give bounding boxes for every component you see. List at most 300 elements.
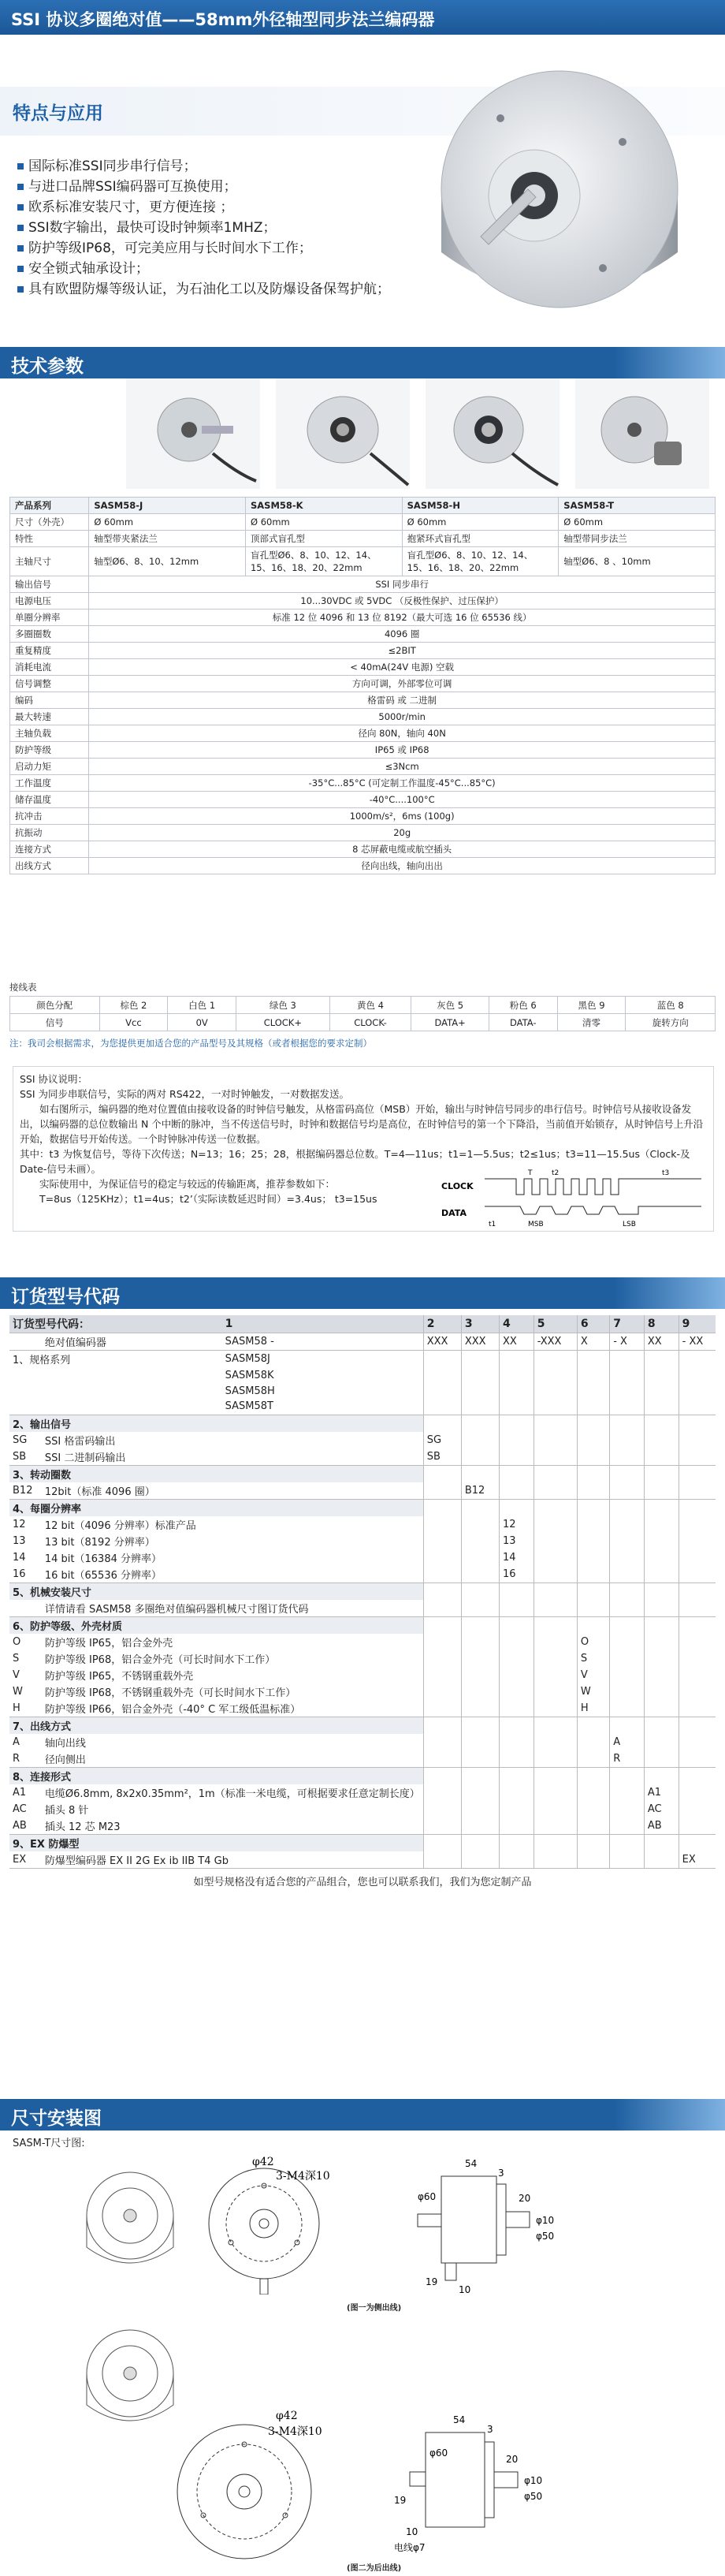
- wire-color: 绿色 3: [236, 997, 330, 1014]
- order-empty: [577, 1432, 609, 1448]
- order-value: EX: [679, 1851, 716, 1869]
- wire-signal: CLOCK-: [329, 1014, 411, 1031]
- order-empty: [534, 1834, 577, 1851]
- order-empty: [577, 1533, 609, 1549]
- order-value: A: [610, 1734, 645, 1750]
- order-empty: [610, 1415, 645, 1432]
- order-row: [9, 1549, 716, 1566]
- order-empty: [461, 1700, 499, 1717]
- order-empty: [534, 1784, 577, 1801]
- spec-row: [10, 531, 716, 547]
- dim1-phi60: φ60: [418, 2191, 437, 2202]
- order-empty: [461, 1717, 499, 1734]
- order-empty: [534, 1432, 577, 1448]
- spec-value: SASM58-J: [89, 498, 246, 514]
- order-empty: [610, 1465, 645, 1482]
- order-empty: [679, 1351, 716, 1368]
- order-empty: [577, 1465, 609, 1482]
- order-empty: [534, 1700, 577, 1717]
- order-empty: [423, 1566, 461, 1583]
- wiring-note: 注：我司会根据需求，为您提供更加适合您的产品型号及其规格（或者根据您的要求定制）: [9, 1038, 372, 1049]
- order-row: [9, 1767, 716, 1784]
- order-group-label: 4、每圈分辨率: [9, 1499, 423, 1516]
- order-item-code: 16: [13, 1568, 26, 1580]
- order-empty: [499, 1600, 534, 1617]
- order-empty: [610, 1817, 645, 1835]
- order-empty: [423, 1717, 461, 1734]
- order-row: [9, 1432, 716, 1448]
- order-group-label: 9、EX 防爆型: [9, 1834, 423, 1851]
- order-empty: [577, 1767, 609, 1784]
- product-image-h: [426, 378, 560, 489]
- order-item-desc: SASM58H: [225, 1385, 275, 1397]
- order-empty: [610, 1851, 645, 1869]
- order-empty: [534, 1399, 577, 1415]
- order-value: A1: [644, 1784, 679, 1801]
- order-empty: [534, 1851, 577, 1869]
- spec-row: [10, 775, 716, 792]
- order-empty: [534, 1448, 577, 1466]
- order-col-9: 9: [679, 1315, 716, 1333]
- spec-row: [10, 792, 716, 808]
- spec-value: 径向 80N，轴向 40N: [89, 725, 716, 742]
- order-empty: [679, 1482, 716, 1500]
- order-empty: [461, 1367, 499, 1383]
- encoder-hero-image: [410, 55, 709, 339]
- spec-row: [10, 742, 716, 759]
- order-empty: [534, 1767, 577, 1784]
- order-empty: [9, 1383, 42, 1399]
- order-item-code: SB: [13, 1450, 27, 1463]
- dim1-caption: (图一为侧出线): [347, 2304, 402, 2313]
- order-empty: [644, 1600, 679, 1617]
- clock-label: CLOCK: [441, 1181, 474, 1191]
- order-empty: [679, 1767, 716, 1784]
- spec-value: Ø 60mm: [559, 514, 716, 531]
- order-empty: [461, 1600, 499, 1617]
- dim2-len19: 19: [394, 2495, 407, 2506]
- dim-front-view-1: [197, 2153, 339, 2295]
- order-item-desc: SSI 格雷码输出: [44, 1435, 116, 1448]
- order-row: [9, 1399, 716, 1415]
- order-item-desc: 12bit（标准 4096 圈）: [44, 1486, 155, 1498]
- order-code-model: SASM58 -: [222, 1333, 424, 1351]
- order-item-desc: SASM58K: [225, 1369, 274, 1381]
- spec-value: 方向可调，外部零位可调: [89, 676, 716, 692]
- order-empty: [461, 1351, 499, 1368]
- wire-signal: 信号: [10, 1014, 100, 1031]
- spec-value: IP65 或 IP68: [89, 742, 716, 759]
- order-empty: [644, 1351, 679, 1368]
- order-item-code: 14: [13, 1551, 26, 1564]
- spec-value: -35°C...85°C (可定制工作温度-45°C...85°C): [89, 775, 716, 792]
- order-empty: [534, 1566, 577, 1583]
- order-empty: [610, 1683, 645, 1700]
- dim1-len10: 10: [459, 2284, 471, 2295]
- order-empty: [42, 1383, 222, 1399]
- order-row: [9, 1734, 716, 1750]
- wire-signal: 清零: [557, 1014, 626, 1031]
- order-row: [9, 1482, 716, 1500]
- order-item-desc: 插头 12 芯 M23: [44, 1821, 121, 1833]
- order-row: [9, 1333, 716, 1351]
- order-item-desc: 防爆型编码器 EX II 2G Ex ib IIB T4 Gb: [44, 1855, 229, 1867]
- order-empty: [610, 1351, 645, 1368]
- order-item-desc: SASM58J: [222, 1351, 424, 1368]
- order-empty: [499, 1399, 534, 1415]
- spec-value: 20g: [89, 825, 716, 841]
- order-empty: [610, 1616, 645, 1634]
- order-item-desc: SASM58T: [225, 1400, 273, 1413]
- order-empty: [644, 1650, 679, 1667]
- spec-label: 防护等级: [10, 742, 89, 759]
- order-empty: [679, 1399, 716, 1415]
- order-item-desc: 防护等级 IP65，铝合金外壳: [44, 1637, 173, 1650]
- spec-table: [9, 497, 716, 874]
- order-empty: [499, 1448, 534, 1466]
- t-label-t1: t1: [489, 1221, 496, 1228]
- order-empty: [577, 1566, 609, 1583]
- spec-value: 轴型Ø6、8、10、12mm: [89, 547, 246, 576]
- order-item-desc: 防护等级 IP65，不锈钢重载外壳: [44, 1670, 194, 1683]
- order-empty: [423, 1634, 461, 1650]
- spec-value: Ø 60mm: [402, 514, 559, 531]
- spec-label: 连接方式: [10, 841, 89, 858]
- order-item-code: R: [13, 1752, 20, 1765]
- order-empty: [679, 1616, 716, 1634]
- order-row: [9, 1834, 716, 1851]
- spec-label: 消耗电流: [10, 659, 89, 676]
- order-empty: [679, 1367, 716, 1383]
- order-code-val: X: [577, 1333, 609, 1351]
- spec-label: 信号调整: [10, 676, 89, 692]
- spec-value: 顶部式盲孔型: [245, 531, 402, 547]
- order-item-desc: 电缆Ø6.8mm, 8x2x0.35mm²，1m（标准一米电缆，可根据要求任意定制长度）: [44, 1788, 420, 1800]
- order-col-4: 4: [499, 1315, 534, 1333]
- order-group-label: 1、规格系列: [9, 1351, 222, 1368]
- order-empty: [499, 1801, 534, 1817]
- order-value: O: [577, 1634, 609, 1650]
- spec-row: [10, 659, 716, 676]
- wire-signal: 旋转方向: [626, 1014, 716, 1031]
- product-image-t: [575, 378, 709, 489]
- ssi-p2: 如右图所示，编码器的绝对位置值由接收设备的时钟信号触发，从格雷码高位（MSB）开始，输出与时钟信号同步的串行信号。时钟信号从接收设备发出，以编码器的总位数输出 N 个中断的脉冲，当不传送信号时，时钟和数据信号均是高位，在时钟信号的第一个下降沿，当前值开始锁存，从时钟信号上升沿开始，数据信号开始传送。一个时钟脉冲传送一位数据。: [20, 1103, 704, 1145]
- order-empty: [461, 1516, 499, 1533]
- t-label-t3: t3: [662, 1169, 670, 1177]
- spec-value: 轴型带同步法兰: [559, 531, 716, 547]
- order-value: AB: [644, 1817, 679, 1835]
- ssi-p4: 实际使用中，为保证信号的稳定与较远的传输距离，推荐参数如下：: [39, 1178, 336, 1190]
- wire-color: 黑色 9: [557, 997, 626, 1014]
- order-code-val: XX: [499, 1333, 534, 1351]
- order-value: S: [577, 1650, 609, 1667]
- order-empty: [644, 1634, 679, 1650]
- order-empty: [679, 1448, 716, 1466]
- dim-side-view-1: [410, 2153, 567, 2295]
- order-row: [9, 1683, 716, 1700]
- order-item-code: AC: [13, 1802, 27, 1815]
- order-item-desc: 防护等级 IP66，铝合金外壳（-40° C 军工级低温标准）: [44, 1703, 301, 1716]
- order-empty: [534, 1650, 577, 1667]
- order-empty: [577, 1399, 609, 1415]
- order-empty: [461, 1465, 499, 1482]
- order-empty: [534, 1750, 577, 1768]
- t-label-t2: t2: [552, 1169, 560, 1177]
- wire-signal: Vcc: [99, 1014, 168, 1031]
- order-empty: [499, 1667, 534, 1683]
- order-empty: [679, 1750, 716, 1768]
- order-empty: [577, 1717, 609, 1734]
- order-col-7: 7: [610, 1315, 645, 1333]
- order-empty: [461, 1834, 499, 1851]
- order-empty: [534, 1600, 577, 1617]
- order-empty: [534, 1616, 577, 1634]
- order-empty: [42, 1367, 222, 1383]
- order-empty: [644, 1767, 679, 1784]
- dim-front-view-2: [158, 2405, 339, 2570]
- order-empty: [499, 1383, 534, 1399]
- order-empty: [461, 1734, 499, 1750]
- order-empty: [679, 1549, 716, 1566]
- spec-row: [10, 808, 716, 825]
- order-item-desc: 防护等级 IP68，铝合金外壳（可长时间水下工作）: [44, 1653, 276, 1666]
- order-empty: [644, 1499, 679, 1516]
- order-empty: [534, 1683, 577, 1700]
- order-value: SG: [423, 1432, 461, 1448]
- wire-signal: DATA+: [411, 1014, 489, 1031]
- wire-signal: CLOCK+: [236, 1014, 330, 1031]
- order-code-val: XXX: [461, 1333, 499, 1351]
- order-empty: [499, 1465, 534, 1482]
- spec-value: 8 芯屏蔽电缆或航空插头: [89, 841, 716, 858]
- spec-label: 工作温度: [10, 775, 89, 792]
- order-col-2: 2: [423, 1315, 461, 1333]
- order-empty: [423, 1734, 461, 1750]
- spec-row: [10, 841, 716, 858]
- dim2-holes: 3-M4深10: [268, 2425, 322, 2438]
- wire-signal: 0V: [168, 1014, 236, 1031]
- spec-row: [10, 626, 716, 643]
- order-col-3: 3: [461, 1315, 499, 1333]
- order-row: [9, 1634, 716, 1650]
- ssi-p3: 其中：t3 为恢复信号，等待下次传送；N=13；16；25；28，根据编码器总位数。T=4—11us；t1=1—5.5us；t2≤1us；t3=11—15.5us（Clock-及Date-信号未画）。: [20, 1148, 690, 1175]
- order-item-desc: 14 bit（16384 分辨率）: [44, 1553, 162, 1565]
- order-empty: [423, 1801, 461, 1817]
- order-empty: [577, 1801, 609, 1817]
- order-empty: [534, 1634, 577, 1650]
- dim1-holes: 3-M4深10: [276, 2170, 330, 2183]
- order-empty: [499, 1351, 534, 1368]
- order-group-label: 6、防护等级、外壳材质: [9, 1616, 423, 1634]
- order-empty: [461, 1399, 499, 1415]
- order-empty: [610, 1600, 645, 1617]
- order-empty: [644, 1383, 679, 1399]
- spec-row: [10, 858, 716, 874]
- order-empty: [679, 1784, 716, 1801]
- features-list: [16, 156, 457, 300]
- spec-value: 轴型带夹紧法兰: [89, 531, 246, 547]
- spec-value: < 40mA(24V 电源) 空载: [89, 659, 716, 676]
- order-empty: [577, 1851, 609, 1869]
- spec-label: 特性: [10, 531, 89, 547]
- order-empty: [423, 1834, 461, 1851]
- spec-value: 5000r/min: [89, 709, 716, 725]
- wiring-signals-row: [10, 1014, 716, 1031]
- dim-side-view-2: [394, 2409, 575, 2559]
- spec-row: [10, 825, 716, 841]
- order-row: [9, 1367, 716, 1383]
- spec-value: 10...30VDC 或 5VDC （反极性保护、过压保护）: [89, 593, 716, 610]
- spec-label: 主轴负载: [10, 725, 89, 742]
- order-empty: [499, 1415, 534, 1432]
- order-empty: [610, 1399, 645, 1415]
- wiring-colors-row: [10, 997, 716, 1014]
- order-col-1: 1: [222, 1315, 424, 1333]
- order-empty: [644, 1482, 679, 1500]
- order-item-code: V: [13, 1668, 20, 1681]
- order-empty: [423, 1784, 461, 1801]
- order-item-code: A1: [13, 1786, 27, 1799]
- order-col-8: 8: [644, 1315, 679, 1333]
- spec-label: 产品系列: [10, 498, 89, 514]
- dim2-phi42: φ42: [276, 2410, 298, 2422]
- order-empty: [577, 1415, 609, 1432]
- order-empty: [679, 1650, 716, 1667]
- dim2-cable: 电线φ7: [394, 2542, 426, 2553]
- order-empty: [577, 1367, 609, 1383]
- order-empty: [644, 1516, 679, 1533]
- order-item-desc: 防护等级 IP68，不锈钢重载外壳（可长时间水下工作）: [44, 1687, 296, 1699]
- spec-label: 储存温度: [10, 792, 89, 808]
- order-empty: [610, 1784, 645, 1801]
- order-empty: [644, 1717, 679, 1734]
- order-code-val: - XX: [679, 1333, 716, 1351]
- order-row: [9, 1566, 716, 1583]
- order-group-label: 8、连接形式: [9, 1767, 423, 1784]
- order-code-val: -XXX: [534, 1333, 577, 1351]
- spec-value: 4096 圈: [89, 626, 716, 643]
- order-empty: [534, 1516, 577, 1533]
- order-item-desc: 详情请看 SASM58 多圈绝对值编码器机械尺寸图订货代码: [44, 1603, 309, 1616]
- order-empty: [679, 1634, 716, 1650]
- order-row: [9, 1383, 716, 1399]
- order-row: [9, 1650, 716, 1667]
- order-empty: [499, 1700, 534, 1717]
- spec-row: [10, 643, 716, 659]
- order-empty: [610, 1383, 645, 1399]
- order-empty: [679, 1516, 716, 1533]
- order-item-desc: 16 bit（65536 分辨率）: [44, 1569, 162, 1582]
- order-empty: [461, 1750, 499, 1768]
- order-empty: [610, 1801, 645, 1817]
- order-row: [9, 1700, 716, 1717]
- spec-value: 盲孔型Ø6、8、10、12、14、15、16、18、20、22mm: [245, 547, 402, 576]
- order-group-label: 2、输出信号: [9, 1415, 423, 1432]
- order-empty: [577, 1616, 609, 1634]
- feature-item: 防护等级IP68，可完美应用与长时间水下工作；: [16, 238, 457, 259]
- order-empty: [644, 1734, 679, 1750]
- order-empty: [577, 1351, 609, 1368]
- order-empty: [423, 1516, 461, 1533]
- order-value: 12: [499, 1516, 534, 1533]
- feature-item: 具有欧盟防爆等级认证，为石油化工以及防爆设备保驾护航；: [16, 279, 457, 300]
- order-item-code: 13: [13, 1534, 26, 1547]
- spec-row: [10, 593, 716, 610]
- spec-row: [10, 498, 716, 514]
- order-item-desc: 插头 8 针: [44, 1804, 89, 1817]
- order-empty: [610, 1834, 645, 1851]
- spec-value: SASM58-H: [402, 498, 559, 514]
- order-empty: [499, 1851, 534, 1869]
- order-row: [9, 1667, 716, 1683]
- order-value: AC: [644, 1801, 679, 1817]
- order-empty: [644, 1465, 679, 1482]
- order-empty: [679, 1717, 716, 1734]
- order-empty: [461, 1583, 499, 1600]
- order-empty: [679, 1817, 716, 1835]
- feature-item: 与进口品牌SSI编码器可互换使用；: [16, 177, 457, 197]
- order-empty: [499, 1750, 534, 1768]
- wire-color: 白色 1: [168, 997, 236, 1014]
- order-empty: [499, 1734, 534, 1750]
- dims-section-title: 尺寸安装图: [0, 2099, 725, 2131]
- wire-color: 棕色 2: [99, 997, 168, 1014]
- order-empty: [499, 1432, 534, 1448]
- spec-value: Ø 60mm: [89, 514, 246, 531]
- wire-color: 灰色 5: [411, 997, 489, 1014]
- order-item-code: W: [13, 1685, 23, 1698]
- order-empty: [644, 1533, 679, 1549]
- order-value: H: [577, 1700, 609, 1717]
- spec-value: SASM58-K: [245, 498, 402, 514]
- order-empty: [577, 1516, 609, 1533]
- order-row: [9, 1448, 716, 1466]
- spec-label: 单圈分辨率: [10, 610, 89, 626]
- order-empty: [534, 1667, 577, 1683]
- order-empty: [577, 1834, 609, 1851]
- order-empty: [534, 1383, 577, 1399]
- order-row: [9, 1851, 716, 1869]
- order-code-label: 绝对值编码器: [42, 1333, 222, 1351]
- order-empty: [534, 1482, 577, 1500]
- order-item-code: S: [13, 1652, 20, 1665]
- ssi-timing-diagram: [441, 1167, 709, 1230]
- order-item-code: AB: [13, 1819, 27, 1832]
- order-empty: [423, 1499, 461, 1516]
- order-group-label: 5、机械安装尺寸: [9, 1583, 423, 1600]
- spec-row: [10, 514, 716, 531]
- order-empty: [644, 1415, 679, 1432]
- order-empty: [577, 1600, 609, 1617]
- order-empty: [423, 1533, 461, 1549]
- order-empty: [577, 1817, 609, 1835]
- order-empty: [461, 1383, 499, 1399]
- order-empty: [423, 1399, 461, 1415]
- order-header-label: 订货型号代码：: [9, 1315, 222, 1333]
- order-empty: [679, 1734, 716, 1750]
- order-row: [9, 1600, 716, 1617]
- order-empty: [423, 1351, 461, 1368]
- order-empty: [644, 1399, 679, 1415]
- order-empty: [534, 1583, 577, 1600]
- order-empty: [610, 1516, 645, 1533]
- spec-value: 径向出线，轴向出出: [89, 858, 716, 874]
- encoder-3d-view-side: [71, 2160, 189, 2279]
- order-empty: [577, 1482, 609, 1500]
- spec-value: ≤2BIT: [89, 643, 716, 659]
- order-col-5: 5: [534, 1315, 577, 1333]
- order-value: R: [610, 1750, 645, 1768]
